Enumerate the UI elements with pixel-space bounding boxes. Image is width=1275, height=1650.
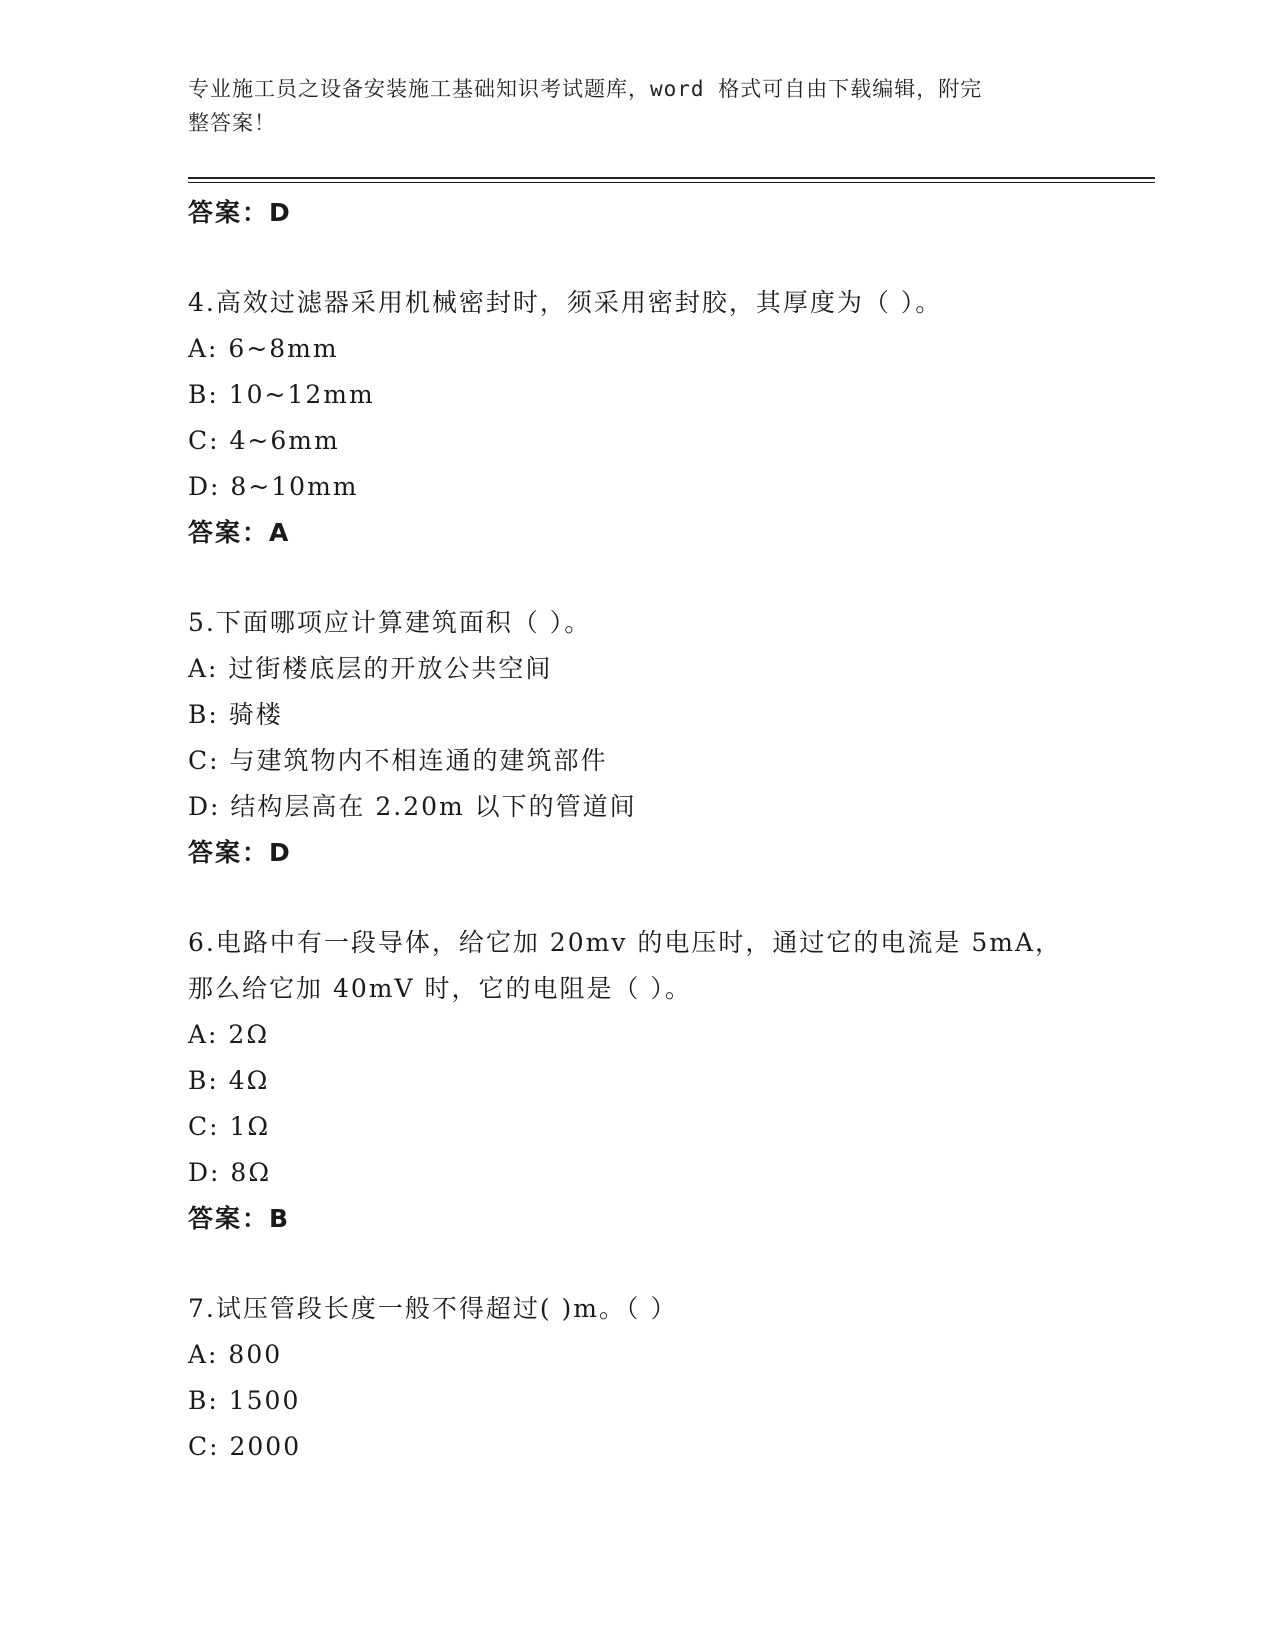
option-d: D: 结构层高在 2.20m 以下的管道间 — [188, 792, 637, 821]
option-b: B: 10~12mm — [188, 380, 375, 409]
question-stem: 5.下面哪项应计算建筑面积（ ）。 — [188, 608, 592, 637]
question-5 — [188, 600, 1088, 876]
question-list — [188, 190, 1088, 1470]
option-c: C: 1Ω — [188, 1112, 271, 1141]
question-7 — [188, 1286, 1088, 1470]
option-a: A: 6~8mm — [188, 334, 339, 363]
option-d: D: 8~10mm — [188, 472, 359, 501]
spacer — [188, 876, 1088, 920]
option-b: B: 骑楼 — [188, 700, 283, 729]
option-c: C: 2000 — [188, 1432, 302, 1461]
question-stem-line-1: 6.电路中有一段导体，给它加 20mv 的电压时，通过它的电流是 5mA， — [188, 928, 1063, 957]
question-stem: 7.试压管段长度一般不得超过( )m。（ ） — [188, 1294, 678, 1323]
answer: 答案：A — [188, 518, 291, 547]
question-6 — [188, 920, 1088, 1242]
answer: 答案：D — [188, 838, 292, 867]
option-b: B: 4Ω — [188, 1066, 270, 1095]
document-header — [188, 72, 1068, 140]
question-stem-line-2: 那么给它加 40mV 时，它的电阻是（ ）。 — [188, 974, 692, 1003]
spacer — [188, 556, 1088, 600]
option-a: A: 800 — [188, 1340, 283, 1369]
option-a: A: 2Ω — [188, 1020, 270, 1049]
spacer — [188, 236, 1088, 280]
option-d: D: 8Ω — [188, 1158, 272, 1187]
header-divider-thin — [188, 182, 1155, 183]
header-line-1: 专业施工员之设备安装施工基础知识考试题库，word 格式可自由下载编辑，附完 — [188, 77, 983, 101]
spacer — [188, 1242, 1088, 1286]
answer: 答案：B — [188, 1204, 291, 1233]
previous-answer: 答案：D — [188, 198, 292, 227]
option-c: C: 4~6mm — [188, 426, 340, 455]
header-line-2: 整答案！ — [188, 111, 276, 135]
option-a: A: 过街楼底层的开放公共空间 — [188, 654, 553, 683]
option-b: B: 1500 — [188, 1386, 301, 1415]
header-divider-thick — [188, 177, 1155, 179]
question-4 — [188, 280, 1088, 556]
question-stem: 4.高效过滤器采用机械密封时，须采用密封胶，其厚度为（ ）。 — [188, 288, 943, 317]
option-c: C: 与建筑物内不相连通的建筑部件 — [188, 746, 608, 775]
